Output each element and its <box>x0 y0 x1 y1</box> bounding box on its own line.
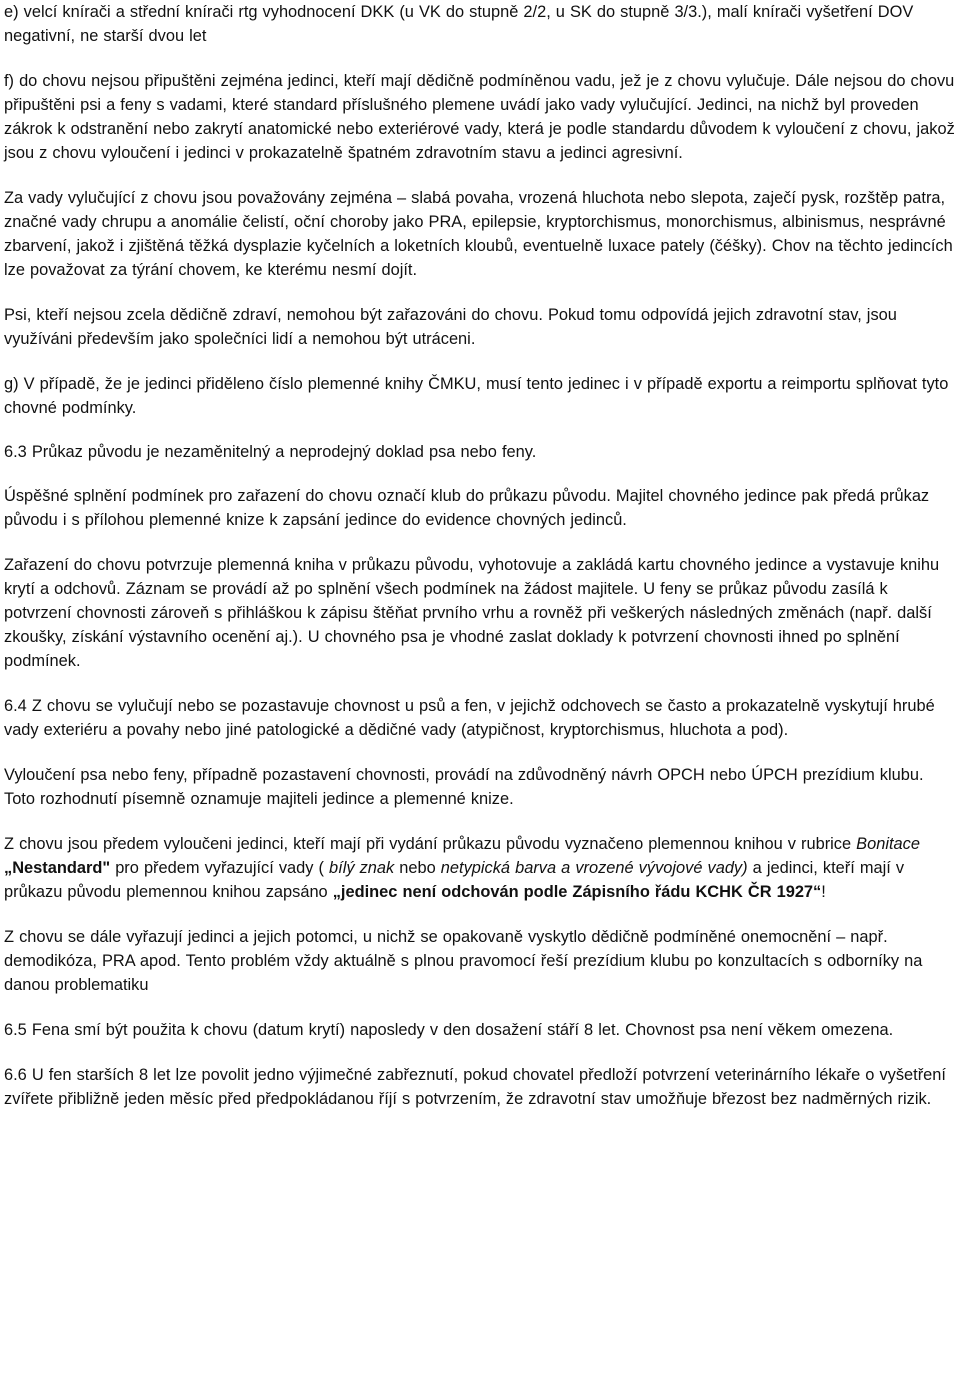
pre-excluded-white-mark: bílý znak <box>329 859 395 877</box>
paragraph-excluding-defects: Za vady vylučující z chovu jsou považovány zejména – slabá povaha, vrozená hluchota nebo slepota, zaječí pysk, rozštěp patra, značné vady chrupu a anomálie čelistí, oční choroby jako PRA, epilepsie, kryptorchismus, monorchismus, albinismus, nesprávné zbarvení, jakož i zjištěná těžká dysplazie kyčelních a loketních kloubů, eventuelně luxace pately (čéšky). Chov na těchto jedincích lze považovat za týrání chovem, ke kterému nesmí dojít. <box>4 189 953 279</box>
pre-excluded-not-bred-note: „jedinec není odchován podle Zápisního řádu KCHK ČR 1927“ <box>332 883 822 901</box>
paragraph-f: f) do chovu nejsou připuštěni zejména jedinci, kteří mají dědičně podmíněnou vadu, jež je z chovu vylučuje. Dále nejsou do chovu připuštěni psi a feny s vadami, které standard příslušného plemene uvádí jako vady vylučující. Jedinci, na nichž byl proveden zákrok k odstranění nebo zakrytí anatomické nebo exteriérové vady, která je podle standardu důvodem k vyloučení z chovu, jakož jsou z chovu vyloučení i jedinci v prokazatelně špatném zdravotním stavu a jedinci agresivní. <box>4 72 955 162</box>
paragraph-unhealthy-dogs: Psi, kteří nejsou zcela dědičně zdraví, nemohou být zařazováni do chovu. Pokud tomu odpovídá jejich zdravotní stav, jsou využíváni především jako společníci lidí a nemohou být utráceni. <box>4 306 897 348</box>
paragraph-breeding-inclusion: Zařazení do chovu potvrzuje plemenná kniha v průkazu původu, vyhotovuje a zakládá kartu chovného jedince a vystavuje knihu krytí a odchovů. Záznam se provádí až po splnění všech podmínek na žádost majitele. U feny se průkaz původu zasílá k potvrzení chovnosti zároveň s přihláškou k zápisu štěňat prvního vrhu a rovněž při veškerých následných změnách (např. další zkoušky, získání výstavního ocenění aj.). U chovného psa je vhodné zaslat doklady k potvrzení chovnosti ihned po splnění podmínek. <box>4 556 940 670</box>
pre-excluded-text-4: a jedinci, kteří mají v průkazu původu plemennou knihou zapsáno <box>4 859 905 901</box>
pre-excluded-nestandard: „Nestandard" <box>4 859 111 877</box>
pre-excluded-text-1: Z chovu jsou předem vyloučeni jedinci, kteří mají při vydání průkazu původu vyznačeno plemennou knihou v rubrice <box>4 835 857 853</box>
pre-excluded-exclamation: ! <box>821 883 826 901</box>
document-page <box>4 0 956 1111</box>
paragraph-pre-excluded <box>4 832 956 904</box>
pre-excluded-text-2: pro předem vyřazující vady ( <box>110 859 330 877</box>
section-6-4: 6.4 Z chovu se vylučují nebo se pozastavuje chovnost u psů a fen, v jejichž odchovech se často a prokazatelně vyskytují hrubé vady exteriéru a povahy nebo jiné patologické a dědičné vady (atypičnost, kryptorchismus, hluchota a pod). <box>4 697 935 739</box>
pre-excluded-bonitace: Bonitace <box>856 835 920 853</box>
paragraph-successful-fulfillment: Úspěšné splnění podmínek pro zařazení do chovu označí klub do průkazu původu. Majitel chovného jedince pak předá průkaz původu i s přílohou plemenné knize k zapsání jedince do evidence chovných jedinců. <box>4 487 930 529</box>
pre-excluded-atypical-color: netypická barva a vrozené vývojové vady) <box>440 859 748 877</box>
paragraph-exclusion-procedure: Vyloučení psa nebo feny, případně pozastavení chovnosti, provádí na zdůvodněný návrh OPCH nebo ÚPCH prezídium klubu. Toto rozhodnutí písemně oznamuje majiteli jedince a plemenné knize. <box>4 766 924 808</box>
paragraph-e: e) velcí knírači a střední knírači rtg vyhodnocení DKK (u VK do stupně 2/2, u SK do stupně 3/3.), malí knírači vyšetření DOV negativní, ne starší dvou let <box>4 3 914 45</box>
pre-excluded-text-3: nebo <box>394 859 441 877</box>
paragraph-hereditary-disease: Z chovu se dále vyřazují jedinci a jejich potomci, u nichž se opakovaně vyskytlo dědičně podmíněné onemocnění – např. demodikóza, PRA apod. Tento problém vždy aktuálně s plnou pravomocí řeší prezídium klubu po konzultacích s odborníky na danou problematiku <box>4 928 923 994</box>
section-6-6: 6.6 U fen starších 8 let lze povolit jedno výjimečné zabřeznutí, pokud chovatel předloží potvrzení veterinárního lékaře o vyšetření zvířete přibližně jeden měsíc před předpokládanou říjí s potvrzením, že zdravotní stav umožňuje březost bez nadměrných rizik. <box>4 1066 946 1108</box>
section-6-3: 6.3 Průkaz původu je nezaměnitelný a neprodejný doklad psa nebo feny. <box>4 443 537 461</box>
paragraph-g: g) V případě, že je jedinci přiděleno číslo plemenné knihy ČMKU, musí tento jedinec i v případě exportu a reimportu splňovat tyto chovné podmínky. <box>4 375 949 417</box>
section-6-5: 6.5 Fena smí být použita k chovu (datum krytí) naposledy v den dosažení stáří 8 let. Chovnost psa není věkem omezena. <box>4 1021 894 1039</box>
